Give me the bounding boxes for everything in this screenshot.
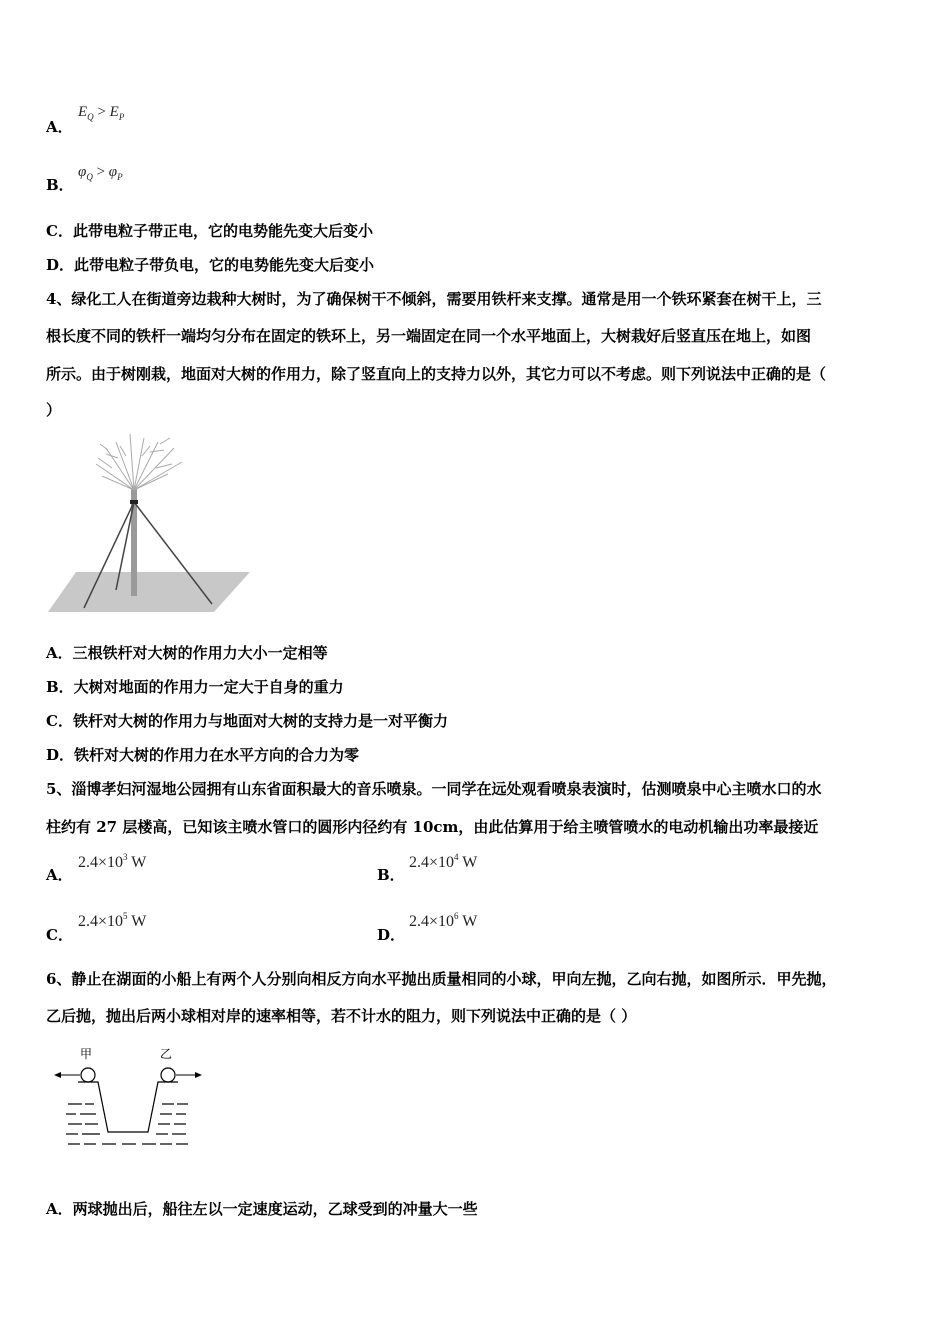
q4-option-b: B．大树对地面的作用力一定大于自身的重力 (46, 678, 344, 696)
person-yi-label: 乙 (160, 1047, 173, 1061)
q4-text-line-3: 所示。由于树刚栽，地面对大树的作用力，除了竖直向上的支持力以外，其它力可以不考虑。则下列说法中正确的是（ (46, 365, 827, 383)
q5-option-d-label: D． (377, 926, 406, 944)
q5-option-b-value: $2.4\times 10^4$ W (409, 852, 478, 871)
q5-text-line-2: 柱约有 27 层楼高，已知该主喷水管口的圆形内径约有 10cm，由此估算用于给主喷管喷水的电动机输出功率最接近 (46, 818, 819, 836)
tree-support-figure (46, 428, 256, 618)
q4-option-d: D．铁杆对大树的作用力在水平方向的合力为零 (46, 746, 360, 764)
q5-option-c-label: C． (46, 926, 73, 944)
q3-option-c: C．此带电粒子带正电，它的电势能先变大后变小 (46, 222, 373, 240)
q6-text-line-2: 乙后抛，抛出后两小球相对岸的速率相等，若不计水的阻力，则下列说法中正确的是（ ） (46, 1007, 637, 1025)
q4-option-a: A．三根铁杆对大树的作用力大小一定相等 (46, 644, 328, 662)
q3-option-a-formula: $E_Q > E_P$ (78, 104, 125, 122)
water-lines (66, 1104, 188, 1144)
q3-option-a-label: A． (46, 118, 73, 136)
iron-ring (130, 500, 138, 504)
q4-text-line-1: 4、绿化工人在街道旁边栽种大树时，为了确保树干不倾斜，需要用铁杆来支撑。通常是用一个铁环紧套在树干上，三 (46, 290, 822, 308)
ball-yi (161, 1068, 175, 1082)
q6-option-a: A．两球抛出后，船往左以一定速度运动，乙球受到的冲量大一些 (46, 1200, 478, 1218)
q5-option-a-value: $2.4\times 10^3$ W (78, 852, 147, 871)
person-jia-label: 甲 (80, 1047, 93, 1061)
q5-text-line-1: 5、淄博孝妇河湿地公园拥有山东省面积最大的音乐喷泉。一同学在远处观看喷泉表演时，估测喷泉中心主喷水口的水 (46, 780, 822, 798)
boat-figure (52, 1044, 212, 1154)
q5-option-c-value: $2.4\times 10^5$ W (78, 911, 147, 930)
q5-option-b-label: B． (377, 866, 405, 884)
q5-option-a-label: A． (46, 866, 73, 884)
q4-option-c: C．铁杆对大树的作用力与地面对大树的支持力是一对平衡力 (46, 712, 448, 730)
right-arrow-icon (195, 1072, 202, 1078)
left-arrow-icon (54, 1072, 61, 1078)
q3-option-b-label: B． (46, 176, 74, 194)
q3-option-d: D．此带电粒子带负电，它的电势能先变大后变小 (46, 256, 375, 274)
q5-option-d-value: $2.4\times 10^6$ W (409, 911, 478, 930)
ball-jia (81, 1068, 95, 1082)
q4-text-line-2: 根长度不同的铁杆一端均匀分布在固定的铁环上，另一端固定在同一个水平地面上，大树栽好后竖直压在地上，如图 (46, 327, 812, 345)
q3-option-b-formula: $\varphi_Q > \varphi_P$ (78, 164, 123, 182)
q4-text-line-4: ） (46, 401, 62, 419)
ground-plane (48, 572, 250, 612)
q6-text-line-1: 6、静止在湖面的小船上有两个人分别向相反方向水平抛出质量相同的小球，甲向左抛，乙向右抛，如图所示．甲先抛， (46, 970, 837, 988)
tree-branches (96, 434, 182, 490)
